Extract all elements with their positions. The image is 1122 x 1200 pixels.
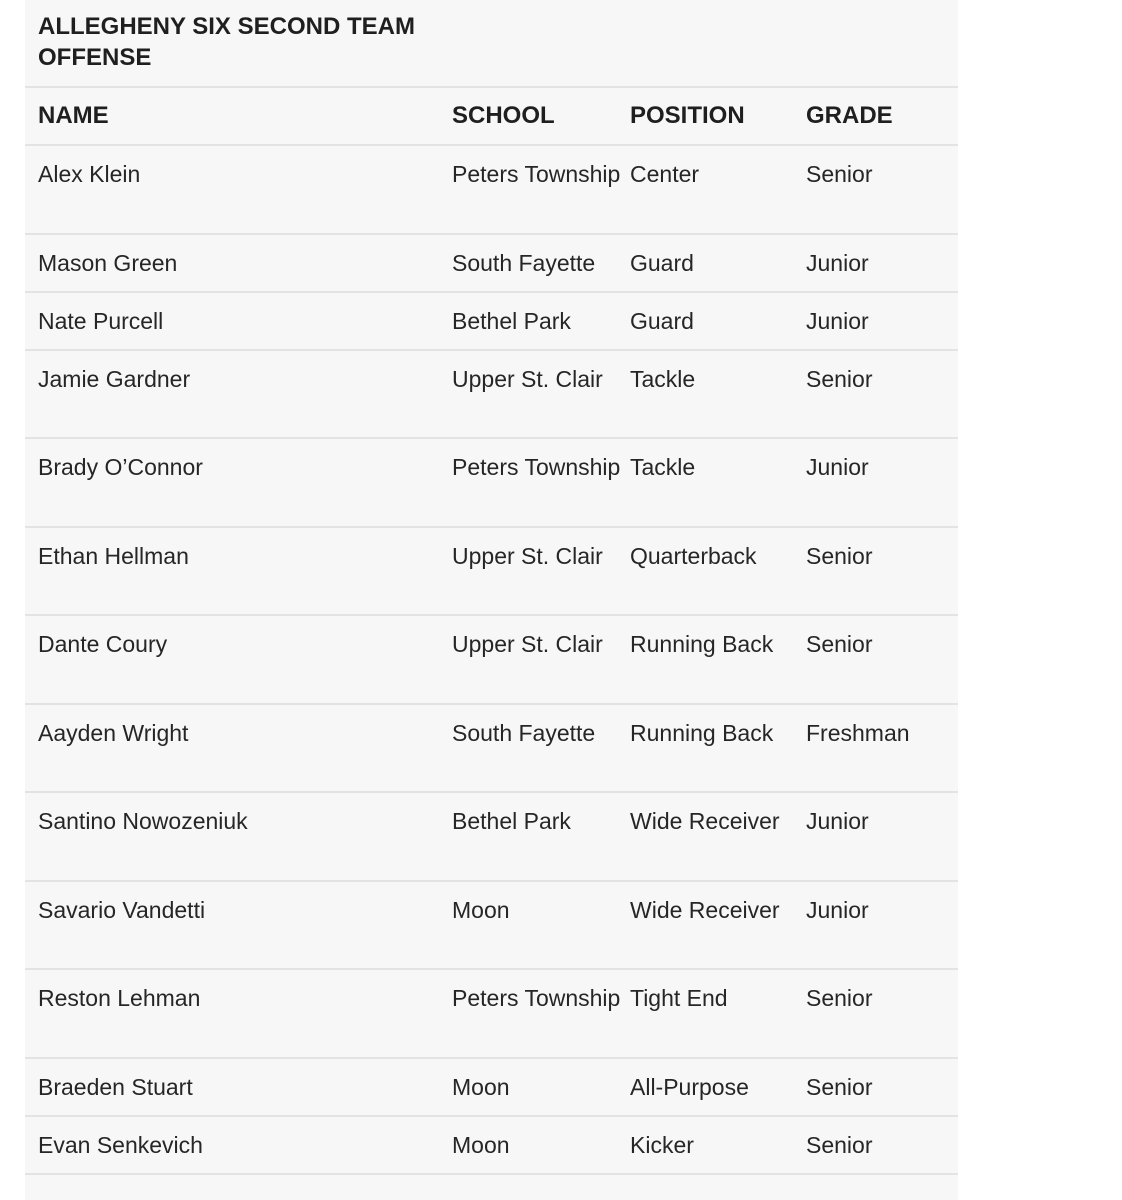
header-grade: GRADE <box>806 102 893 129</box>
cell-grade: Freshman <box>806 719 910 746</box>
cell-name: Santino Nowozeniuk <box>38 808 248 834</box>
cell-position: Guard <box>630 249 694 276</box>
cell-school: Moon <box>452 896 510 923</box>
table-row <box>25 293 958 351</box>
cell-position: All-Purpose <box>630 1073 749 1100</box>
table-row <box>25 1117 958 1175</box>
cell-position: Center <box>630 161 700 187</box>
table-header-row <box>25 88 958 146</box>
cell-position: Guard <box>630 307 694 334</box>
header-position: POSITION <box>630 102 745 129</box>
cell-name: Aayden Wright <box>38 719 189 746</box>
cell-name: Ethan Hellman <box>38 542 189 569</box>
cell-school: Upper St. Clair <box>452 631 603 657</box>
cell-position: Wide Receiver <box>630 896 780 923</box>
table-row <box>25 528 958 617</box>
cell-grade: Senior <box>806 1131 873 1158</box>
cell-school: Bethel Park <box>452 307 571 334</box>
cell-school: Peters Township <box>452 161 621 187</box>
cell-grade: Junior <box>806 454 869 480</box>
cell-name: Reston Lehman <box>38 985 201 1011</box>
cell-name: Braeden Stuart <box>38 1073 193 1100</box>
cell-position: Quarterback <box>630 542 757 569</box>
table-row <box>25 970 958 1059</box>
cell-school: Bethel Park <box>452 808 571 834</box>
table-row <box>25 705 958 794</box>
table-row <box>25 351 958 440</box>
cell-name: Dante Coury <box>38 631 168 657</box>
cell-grade: Junior <box>806 249 869 276</box>
cell-grade: Junior <box>806 307 869 334</box>
cell-grade: Junior <box>806 896 869 923</box>
cell-name: Jamie Gardner <box>38 365 191 392</box>
cell-name: Evan Senkevich <box>38 1131 203 1158</box>
table-row <box>25 235 958 293</box>
cell-grade: Senior <box>806 542 873 569</box>
cell-position: Wide Receiver <box>630 808 780 834</box>
cell-grade: Senior <box>806 1073 873 1100</box>
cell-position: Running Back <box>630 631 774 657</box>
cell-school: Moon <box>452 1131 510 1158</box>
cell-position: Tackle <box>630 365 696 392</box>
cell-school: Upper St. Clair <box>452 542 603 569</box>
table-title: ALLEGHENY SIX SECOND TEAM OFFENSE <box>38 13 415 71</box>
cell-grade: Junior <box>806 808 869 834</box>
table-row <box>25 793 958 882</box>
cell-grade: Senior <box>806 985 873 1011</box>
table-row <box>25 616 958 705</box>
table-row <box>25 882 958 971</box>
cell-school: South Fayette <box>452 719 596 746</box>
cell-position: Tackle <box>630 454 696 480</box>
cell-school: Upper St. Clair <box>452 365 603 392</box>
cell-grade: Senior <box>806 161 873 187</box>
cell-school: Peters Township <box>452 454 621 480</box>
header-name: NAME <box>38 102 109 129</box>
cell-school: Peters Township <box>452 985 621 1011</box>
cell-school: Moon <box>452 1073 510 1100</box>
cell-grade: Senior <box>806 631 873 657</box>
table-row <box>25 1059 958 1117</box>
cell-school: South Fayette <box>452 249 596 276</box>
cell-position: Tight End <box>630 985 728 1011</box>
roster-table <box>25 0 958 1200</box>
cell-name: Alex Klein <box>38 161 141 187</box>
cell-name: Mason Green <box>38 249 178 276</box>
cell-name: Brady O’Connor <box>38 454 203 480</box>
table-row <box>25 439 958 528</box>
cell-position: Running Back <box>630 719 774 746</box>
table-row <box>25 146 958 235</box>
cell-position: Kicker <box>630 1131 694 1158</box>
header-school: SCHOOL <box>452 102 555 129</box>
cell-name: Nate Purcell <box>38 307 164 334</box>
cell-grade: Senior <box>806 365 873 392</box>
table-title-bar <box>25 0 958 88</box>
cell-name: Savario Vandetti <box>38 896 206 923</box>
